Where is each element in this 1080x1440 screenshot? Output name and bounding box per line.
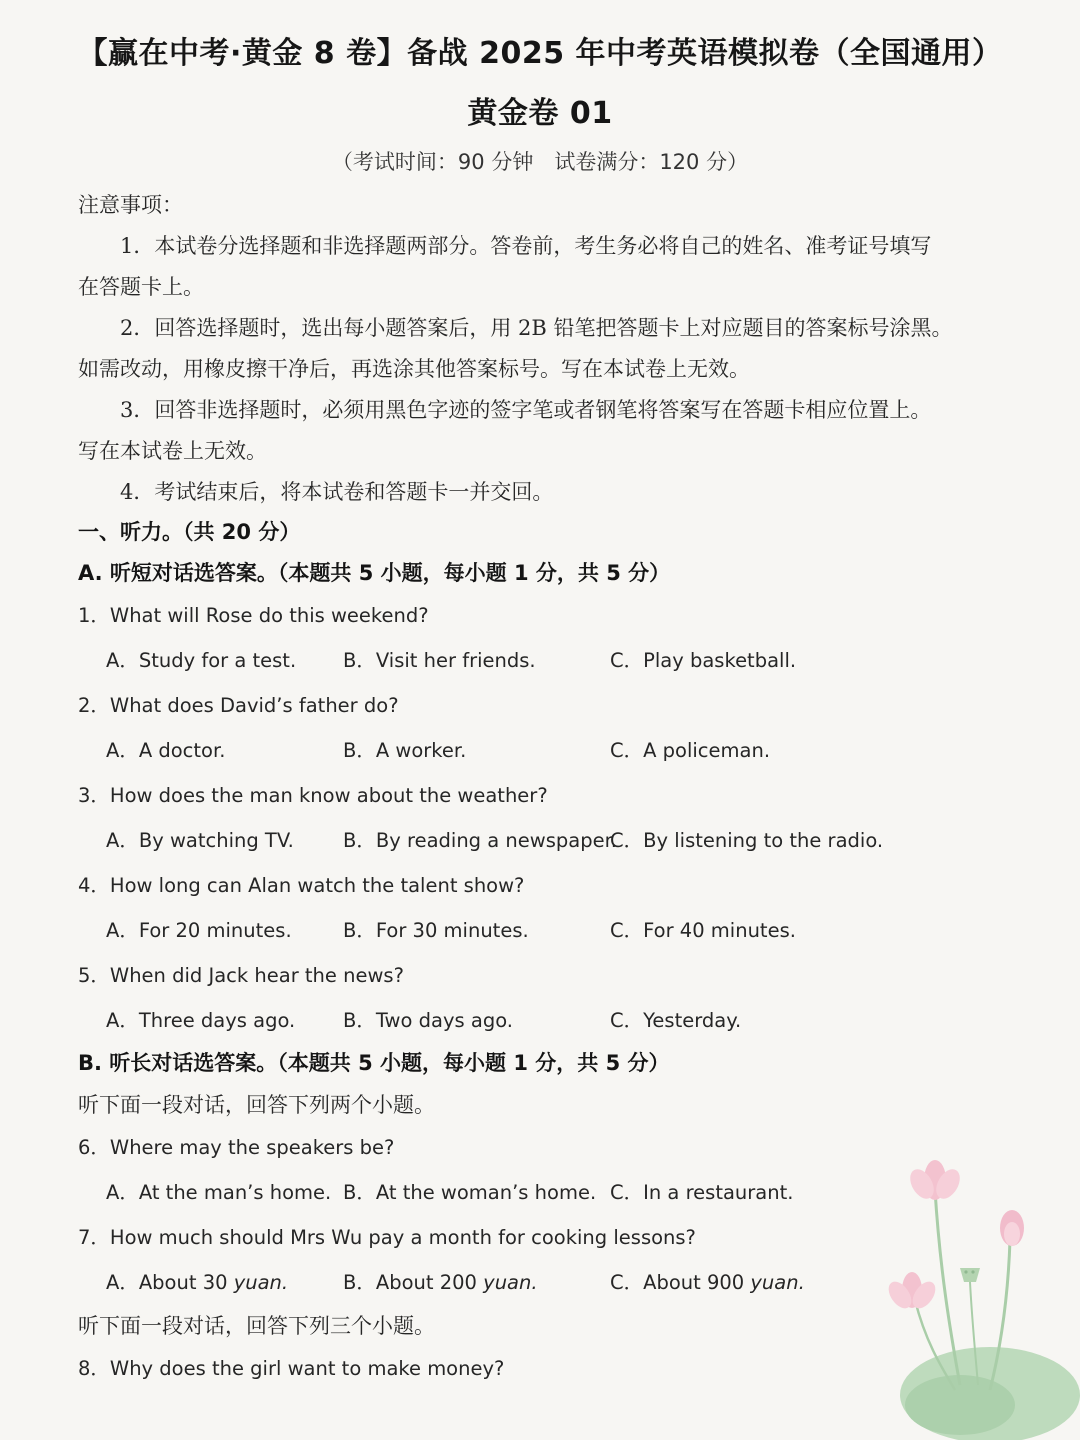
notice-item-3-line1: 3．回答非选择题时，必须用黑色字迹的签字笔或者钢笔将答案写在答题卡相应位置上。 [120,398,932,422]
question-6: 6．Where may the speakers be? [78,1136,395,1159]
q5-option-c: C．Yesterday. [610,1009,742,1032]
q7-option-c: C．About 900 yuan. [610,1271,805,1294]
q1-option-b: B．Visit her friends. [343,649,536,672]
notice-item-1-line2: 在答题卡上。 [78,275,204,299]
q4-option-b: B．For 30 minutes. [343,919,529,942]
q1-option-a: A．Study for a test. [106,649,297,672]
lotus-flower-bottom [884,1272,940,1312]
q2-option-c: C．A policeman. [610,739,771,762]
notice-item-2-line2: 如需改动，用橡皮擦干净后，再选涂其他答案标号。写在本试卷上无效。 [78,357,750,381]
notice-item-1-line1: 1．本试卷分选择题和非选择题两部分。答卷前，考生务必将自己的姓名、准考证号填写 [120,234,932,258]
lotus-flower-top [905,1160,964,1203]
q7-option-a: A．About 30 yuan. [106,1271,289,1294]
exam-title: 【赢在中考·黄金 8 卷】备战 2025 年中考英语模拟卷（全国通用） [77,36,1003,71]
q3-option-b: B．By reading a newspaper. [343,829,617,852]
question-1: 1．What will Rose do this weekend? [78,604,429,627]
q1-option-c: C．Play basketball. [610,649,797,672]
lotus-illustration [880,1150,1080,1440]
question-7: 7．How much should Mrs Wu pay a month for cooking lessons? [78,1226,696,1249]
q6-option-c: C．In a restaurant. [610,1181,794,1204]
q2-option-b: B．A worker. [343,739,467,762]
q6-option-b: B．At the woman’s home. [343,1181,597,1204]
exam-info: （考试时间：90 分钟 试卷满分：120 分） [331,150,749,174]
question-3: 3．How does the man know about the weather? [78,784,548,807]
q4-option-c: C．For 40 minutes. [610,919,796,942]
exam-subtitle: 黄金卷 01 [467,96,613,131]
question-4: 4．How long can Alan watch the talent show? [78,874,525,897]
q2-option-a: A．A doctor. [106,739,226,762]
partB-title: B. 听长对话选答案。（本题共 5 小题，每小题 1 分，共 5 分） [78,1051,670,1075]
q3-option-a: A．By watching TV. [106,829,294,852]
question-8: 8．Why does the girl want to make money? [78,1357,505,1380]
notice-item-4: 4．考试结束后，将本试卷和答题卡一并交回。 [120,480,554,504]
lotus-bud [1000,1210,1024,1246]
notice-item-2-line1: 2．回答选择题时，选出每小题答案后，用 2B 铅笔把答题卡上对应题目的答案标号涂黑。 [120,316,953,340]
notice-item-3-line2: 写在本试卷上无效。 [78,439,267,463]
partA-title: A. 听短对话选答案。（本题共 5 小题，每小题 1 分，共 5 分） [78,561,671,585]
q4-option-a: A．For 20 minutes. [106,919,292,942]
section1-title: 一、听力。（共 20 分） [78,520,301,544]
q7-option-b: B．About 200 yuan. [343,1271,538,1294]
question-5: 5．When did Jack hear the news? [78,964,404,987]
question-2: 2．What does David’s father do? [78,694,399,717]
partB-intro-1: 听下面一段对话，回答下列两个小题。 [78,1093,435,1117]
partB-intro-2: 听下面一段对话，回答下列三个小题。 [78,1314,435,1338]
q3-option-c: C．By listening to the radio. [610,829,884,852]
notice-heading: 注意事项： [78,193,183,217]
q5-option-a: A．Three days ago. [106,1009,296,1032]
q6-option-a: A．At the man’s home. [106,1181,332,1204]
q5-option-b: B．Two days ago. [343,1009,513,1032]
